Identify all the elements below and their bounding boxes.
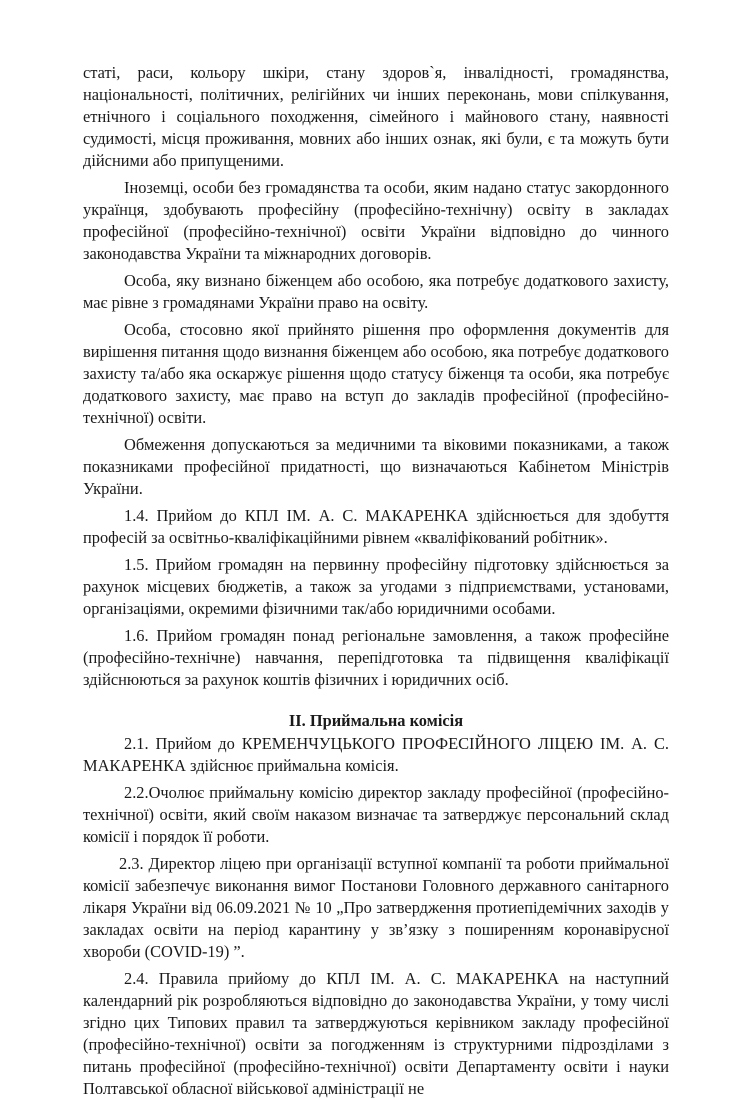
paragraph-foreigners: Іноземці, особи без громадянства та особи, яким надано статус закордонного українця, здобувають професійну (професійно-технічну) освіту в закладах професійної (професійно-технічної) освіти України відповідно до чинного законодавства України та міжнародних договорів.: [83, 178, 669, 263]
paragraph-refugees: Особа, яку визнано біженцем або особою, яка потребує додаткового захисту, має рівне з громадянами України право на освіту.: [83, 271, 669, 312]
paragraph-2-3: 2.3. Директор ліцею при організації вступної компанії та роботи приймальної комісії забезпечує виконання вимог Постанови Головного державного санітарного лікаря України від 06.09.2021 № 10 „Про затвердження протиепідемічних заходів у закладах освіти на період карантину у зв’язку з поширенням коронавірусної хвороби (COVID-19) ”.: [83, 854, 669, 961]
paragraph-2-2: 2.2.Очолює приймальну комісію директор закладу професійної (професійно-технічної) освіти, який своїм наказом визначає та затверджує персональний склад комісії і порядок її роботи.: [83, 783, 669, 846]
paragraph-restrictions: Обмеження допускаються за медичними та віковими показниками, а також показниками професійної придатності, що визначаються Кабінетом Міністрів України.: [83, 435, 669, 498]
paragraph-continuation: статі, раси, кольору шкіри, стану здоров`я, інвалідності, громадянства, національності, політичних, релігійних чи інших переконань, мови спілкування, етнічного і соціального походження, сімейного і майнового стану, наявності судимості, місця проживання, мовних або інших ознак, які були, є та можуть бути дійсними або припущеними.: [83, 63, 669, 170]
paragraph-1-6: 1.6. Прийом громадян понад регіональне замовлення, а також професійне (професійно-технічне) навчання, перепідготовка та підвищення кваліфікації здійснюються за рахунок коштів фізичних і юридичних осіб.: [83, 626, 669, 689]
paragraph-2-1: 2.1. Прийом до КРЕМЕНЧУЦЬКОГО ПРОФЕСІЙНОГО ЛІЦЕЮ ІМ. А. С. МАКАРЕНКА здійснює приймальна комісія.: [83, 734, 669, 775]
paragraph-refugee-applicants: Особа, стосовно якої прийнято рішення про оформлення документів для вирішення питання щодо визнання біженцем або особою, яка потребує додаткового захисту та/або яка оскаржує рішення щодо статусу біженця та особи, яка потребує додаткового захисту, має право на вступ до закладів професійної (професійно-технічної) освіти.: [83, 320, 669, 427]
section-heading: II. Приймальна комісія: [288, 711, 464, 730]
paragraph-1-4: 1.4. Прийом до КПЛ ІМ. А. С. МАКАРЕНКА здійснюється для здобуття професій за освітньо-кваліфікаційними рівнем «кваліфікований робітник».: [83, 506, 669, 547]
paragraph-2-4: 2.4. Правила прийому до КПЛ ІМ. А. С. МАКАРЕНКА на наступний календарний рік розробляються відповідно до законодавства України, у тому числі згідно цих Типових правил та затверджуються керівником закладу професійної (професійно-технічної) освіти за погодженням із структурними підрозділами з питань професійної (професійно-технічної) освіти Департаменту освіти і науки Полтавської обласної військової адміністрації не: [83, 969, 669, 1098]
paragraph-1-5: 1.5. Прийом громадян на первинну професійну підготовку здійснюється за рахунок місцевих бюджетів, а також за угодами з підприємствами, установами, організаціями, окремими фізичними так/або юридичними особами.: [83, 555, 669, 618]
